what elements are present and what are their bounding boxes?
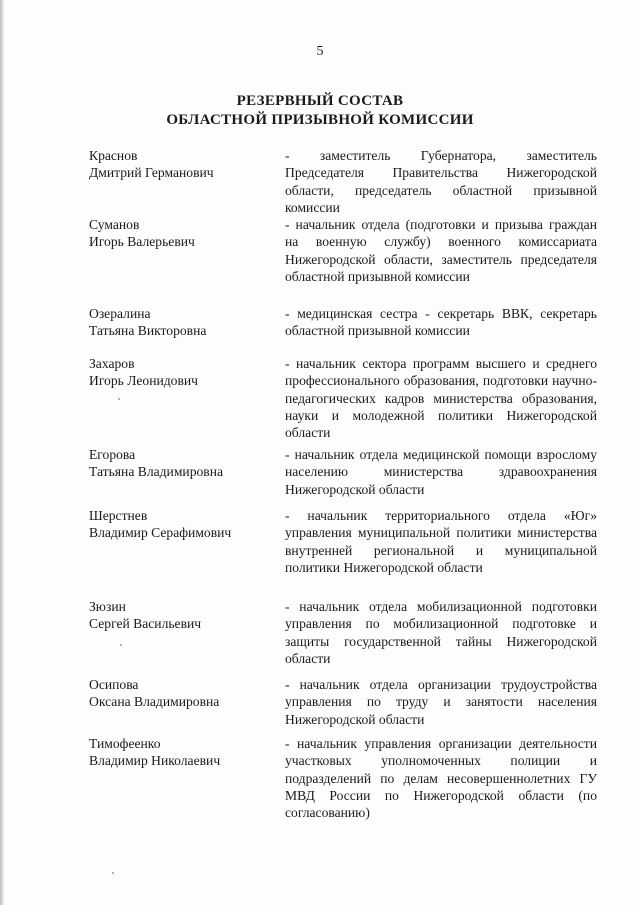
member-entry [89, 147, 597, 214]
page-title [0, 92, 640, 130]
member-surname: Егорова [89, 447, 136, 462]
title-line-1: РЕЗЕРВНЫЙ СОСТАВ [236, 93, 404, 109]
member-position: - медицинская сестра - секретарь ВВК, секретарь областной призывной комиссии [285, 306, 597, 339]
member-position: - начальник управления организации деятельности участковых уполномоченных полиции и подразделений по делам несовершеннолетних ГУ МВД России по Нижегородской области (по согласованию) [285, 736, 597, 821]
member-position: - начальник отдела организации трудоустройства управления по труду и занятости населения Нижегородской области [285, 677, 597, 727]
member-given-name: Татьяна Викторовна [89, 323, 207, 339]
member-name [89, 305, 285, 353]
member-surname: Зюзин [89, 599, 126, 614]
scan-speck [120, 644, 122, 646]
member-surname: Озералина [89, 306, 151, 321]
member-position: - начальник сектора программ высшего и среднего профессионального образования, подготовки научно-педагогических кадров министерства образования, науки и молодежной политики Нижегородской области [285, 356, 597, 441]
member-name [89, 147, 285, 214]
member-given-name: Татьяна Владимировна [89, 464, 224, 480]
member-surname: Шерстнев [89, 508, 148, 523]
member-position: - начальник территориального отдела «Юг» управления муниципальной политики министерства внутренней региональной и муниципальной политики Нижегородской области [285, 508, 597, 575]
scan-edge [0, 0, 4, 905]
title-line-2: ОБЛАСТНОЙ ПРИЗЫВНОЙ КОМИССИИ [166, 112, 474, 128]
member-entry [89, 507, 597, 594]
member-entry [89, 216, 597, 304]
member-given-name: Оксана Владимировна [89, 694, 220, 710]
member-position: - начальник отдела мобилизационной подготовки управления по мобилизационной подготовке и защиты государственной тайны Нижегородской области [285, 599, 597, 666]
member-given-name: Игорь Леонидович [89, 373, 198, 389]
scan-speck [118, 398, 120, 400]
member-given-name: Дмитрий Германович [89, 165, 214, 181]
member-surname: Суманов [89, 217, 140, 232]
member-name [89, 598, 285, 669]
page-number: 5 [316, 44, 324, 59]
member-entry [89, 305, 597, 353]
member-surname: Захаров [89, 356, 135, 371]
member-name [89, 507, 285, 594]
scan-speck [112, 872, 114, 874]
member-entry [89, 676, 597, 731]
member-surname: Краснов [89, 148, 138, 163]
member-entry [89, 735, 597, 825]
member-name [89, 446, 285, 503]
member-surname: Осипова [89, 677, 139, 692]
member-entry [89, 598, 597, 669]
member-position: - начальник отдела (подготовки и призыва граждан на военную службу) военного комиссариата Нижегородской области, заместитель председателя областной призывной комиссии [285, 217, 597, 284]
member-name [89, 216, 285, 304]
member-given-name: Игорь Валерьевич [89, 234, 195, 250]
member-given-name: Владимир Николаевич [89, 753, 221, 769]
member-given-name: Владимир Серафимович [89, 525, 232, 541]
commission-roster [89, 147, 597, 825]
member-surname: Тимофеенко [89, 736, 161, 751]
member-entry [89, 355, 597, 442]
member-position: - начальник отдела медицинской помощи взрослому населению министерства здравоохранения Нижегородской области [285, 447, 597, 497]
member-given-name: Сергей Васильевич [89, 616, 202, 632]
member-position: - заместитель Губернатора, заместитель Председателя Правительства Нижегородской области, председатель областной призывной комиссии [285, 148, 597, 215]
member-name [89, 735, 285, 825]
member-name [89, 676, 285, 731]
member-entry [89, 446, 597, 503]
